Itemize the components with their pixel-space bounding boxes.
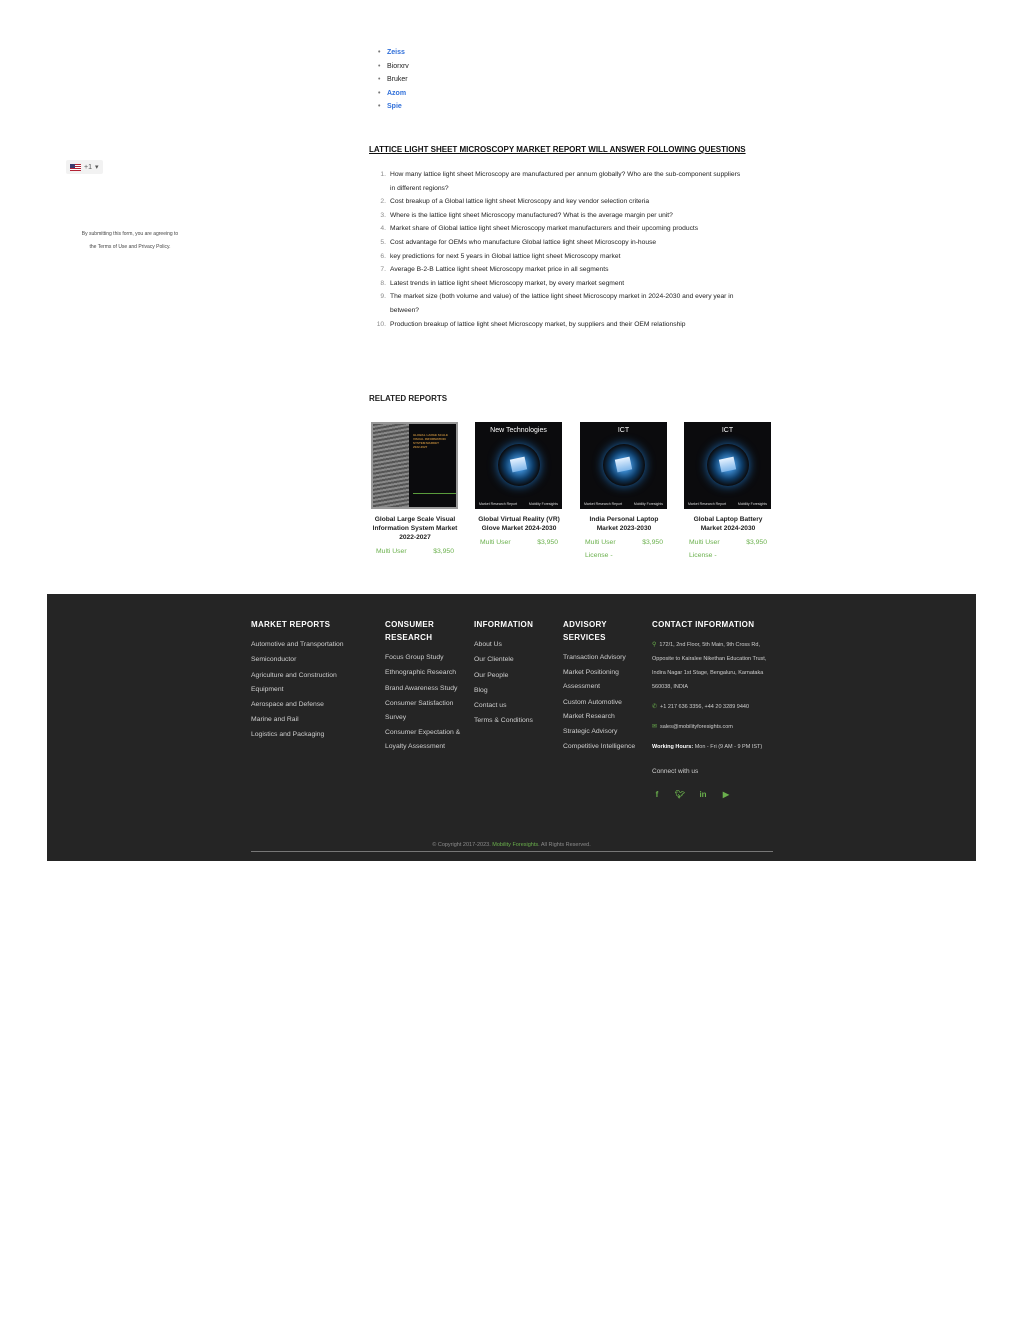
report-thumbnail[interactable] <box>684 422 771 509</box>
question-number: 3. <box>380 211 386 219</box>
phone-icon: ✆ <box>652 704 658 710</box>
footer-link[interactable]: Semiconductor <box>251 656 297 664</box>
footer-heading: INFORMATION <box>474 620 534 629</box>
phone[interactable]: ✆ +1 217 636 3356, +44 20 3289 9440 <box>652 704 750 710</box>
country-code: +1 <box>84 163 92 171</box>
report-title[interactable]: India Personal Laptop Market 2023-2030 <box>589 516 659 532</box>
footer-link[interactable]: Custom Automotive Market Research <box>563 698 622 720</box>
report-price: $3,950 <box>746 539 767 546</box>
thumbnail-footer-left: Market Research Report <box>584 502 623 506</box>
thumbnail-banner: ICT <box>721 427 734 434</box>
cover-text: GLOBAL LARGE SCALE <box>413 433 448 437</box>
footer-link[interactable]: Market Positioning Assessment <box>563 669 619 691</box>
question-item <box>368 182 773 196</box>
thumbnail-footer <box>688 502 767 506</box>
question-item <box>368 168 773 182</box>
company-item: • Biorxrv <box>378 60 409 74</box>
footer-link[interactable]: About Us <box>474 641 502 648</box>
thumbnail-footer-right: Mobility Foresights <box>633 502 663 506</box>
report-price: $3,950 <box>433 548 454 555</box>
question-text: The market size (both volume and value) of the lattice light sheet Microscopy market in 2024-2030 and every year in <box>390 293 734 301</box>
question-item <box>368 195 773 209</box>
question-item <box>368 222 773 236</box>
consent-text: By submitting this form, you are agreeing to the Terms of Use and Privacy Policy. <box>81 231 179 250</box>
question-item <box>368 290 773 304</box>
footer-link[interactable]: Marine and Rail <box>251 716 299 724</box>
report-price: $3,950 <box>537 539 558 546</box>
question-text: Cost breakup of a Global lattice light sheet Microscopy and key vendor selection criteria <box>390 198 650 206</box>
footer-link[interactable]: Competitive Intelligence <box>563 743 636 751</box>
footer-information <box>474 618 552 730</box>
question-number: 1. <box>380 171 386 178</box>
question-number: 5. <box>380 238 386 246</box>
footer-link[interactable]: Consumer Expectation & Loyalty Assessment <box>385 729 461 751</box>
twitter-icon[interactable]: 🐦︎ <box>675 790 686 799</box>
company-item[interactable]: • Spie <box>378 100 409 114</box>
report-meta <box>684 536 772 562</box>
footer-link[interactable]: Strategic Advisory <box>563 727 618 735</box>
footer-link[interactable]: Blog <box>474 686 488 694</box>
location-pin-icon: ⚲ <box>652 642 657 648</box>
report-meta <box>580 536 668 562</box>
question-item <box>368 236 773 250</box>
social-links <box>652 790 772 799</box>
question-item <box>368 318 773 332</box>
license-type: Multi User <box>480 539 511 546</box>
footer-link[interactable]: Terms & Conditions <box>474 717 533 725</box>
question-text: between? <box>390 306 420 314</box>
license-type: Multi User License - <box>585 539 616 559</box>
related-report-card[interactable] <box>475 422 563 549</box>
brand-link[interactable]: Mobility Foresights <box>492 842 539 848</box>
license-type: Multi User License - <box>689 539 720 559</box>
footer-link[interactable]: Contact us <box>474 702 507 710</box>
question-item <box>368 263 773 277</box>
footer-link[interactable]: Automotive and Transportation <box>251 641 344 648</box>
question-number: 4. <box>380 225 386 233</box>
cover-photo <box>373 424 409 509</box>
thumbnail-footer-right: Mobility Foresights <box>737 502 767 506</box>
copyright: © Copyright 2017-2023. Mobility Foresights. All Rights Reserved. <box>432 842 591 848</box>
email-link[interactable]: ✉ sales@mobilityforesights.com <box>652 724 733 730</box>
envelope-icon: ✉ <box>652 724 658 730</box>
footer-contact <box>652 618 772 799</box>
footer-link[interactable]: Transaction Advisory <box>563 654 626 661</box>
footer-market-reports <box>251 618 371 744</box>
working-hours: Working Hours: Mon - Fri (9 AM - 9 PM IST) <box>652 744 763 750</box>
question-text: Latest trends in lattice light sheet Microscopy market, by every market segment <box>390 279 625 287</box>
thumbnail-footer <box>584 502 663 506</box>
footer-heading: ADVISORY SERVICES <box>563 620 607 642</box>
questions-list <box>368 168 773 331</box>
question-number <box>368 304 390 318</box>
report-title[interactable]: Global Laptop Battery Market 2024-2030 <box>693 516 763 532</box>
question-text: Production breakup of lattice light sheet Microscopy market, by suppliers and their OEM relationship <box>390 320 686 328</box>
footer-link[interactable]: Agriculture and Construction Equipment <box>251 671 337 693</box>
question-number <box>368 182 390 196</box>
us-flag-icon <box>70 164 81 171</box>
question-text: Average B-2-B Lattice light sheet Microscopy market price in all segments <box>390 266 609 274</box>
related-report-card[interactable] <box>371 422 459 558</box>
footer-link[interactable]: Consumer Satisfaction Survey <box>385 699 454 721</box>
footer-divider <box>251 851 773 852</box>
linkedin-icon[interactable]: in <box>699 790 707 799</box>
report-meta <box>475 536 563 549</box>
report-thumbnail[interactable] <box>475 422 562 509</box>
connect-label: Connect with us <box>652 768 699 775</box>
thumbnail-footer-left: Market Research Report <box>479 502 518 506</box>
footer-heading: MARKET REPORTS <box>251 620 331 629</box>
footer-link[interactable]: Aerospace and Defense <box>251 700 324 708</box>
footer-heading: CONSUMER RESEARCH <box>385 620 435 642</box>
footer <box>47 594 976 861</box>
question-item <box>368 209 773 223</box>
related-report-card[interactable] <box>684 422 772 562</box>
youtube-icon[interactable]: ▶ <box>722 790 730 799</box>
address: ⚲ 172/1, 2nd Floor, 5th Main, 9th Cross Rd, Opposite to Kairalee Nikethan Education Trust, Indira Nagar 1st Stage, Bengaluru, Karnataka 560038, INDIA <box>652 642 767 690</box>
thumbnail-banner: New Technologies <box>490 427 547 434</box>
question-text: in different regions? <box>390 184 449 192</box>
license-type: Multi User <box>376 548 407 555</box>
footer-link[interactable]: Brand Awareness Study <box>385 684 458 692</box>
related-reports-title: RELATED REPORTS <box>369 394 448 403</box>
footer-link[interactable]: Ethnographic Research <box>385 669 457 677</box>
company-item[interactable]: • Azom <box>378 87 409 101</box>
footer-link[interactable]: Logistics and Packaging <box>251 731 325 739</box>
question-text: How many lattice light sheet Microscopy are manufactured per annum globally? Who are the sub-component suppliers <box>390 171 741 178</box>
footer-link[interactable]: Our Clientele <box>474 656 514 664</box>
footer-link[interactable]: Our People <box>474 671 509 679</box>
question-number: 9. <box>380 293 386 301</box>
report-thumbnail[interactable] <box>371 422 458 509</box>
chevron-down-icon: ▾ <box>94 164 99 171</box>
country-code-selector[interactable] <box>66 160 103 174</box>
question-text: key predictions for next 5 years in Global lattice light sheet Microscopy market <box>390 252 621 260</box>
question-number: 6. <box>380 252 386 260</box>
thumbnail-footer <box>479 502 558 506</box>
footer-advisory <box>563 618 641 755</box>
report-thumbnail[interactable] <box>580 422 667 509</box>
company-item: • Bruker <box>378 73 409 87</box>
questions-title: LATTICE LIGHT SHEET MICROSCOPY MARKET REPORT WILL ANSWER FOLLOWING QUESTIONS <box>369 145 746 154</box>
thumbnail-banner: ICT <box>617 427 630 434</box>
thumbnail-footer-right: Mobility Foresights <box>528 502 558 506</box>
question-text: Cost advantage for OEMs who manufacture Global lattice light sheet Microscopy in-house <box>390 238 657 246</box>
question-number: 8. <box>380 279 386 287</box>
question-text: Where is the lattice light sheet Microscopy manufactured? What is the average margin per unit? <box>390 211 673 219</box>
question-number: 2. <box>380 198 386 206</box>
cover-text: 2022-2027 <box>413 445 428 449</box>
question-item <box>368 277 773 291</box>
question-text: Market share of Global lattice light sheet Microscopy market manufacturers and their upcoming products <box>390 225 699 233</box>
thumbnail-footer-left: Market Research Report <box>688 502 727 506</box>
footer-heading: CONTACT INFORMATION <box>652 620 755 629</box>
company-list <box>378 46 409 114</box>
question-item <box>368 304 773 318</box>
question-item <box>368 250 773 264</box>
report-title[interactable]: Global Large Scale Visual Information System Market 2022-2027 <box>372 516 458 541</box>
cover-text: VISUAL INFORMATION <box>413 437 446 441</box>
related-report-card[interactable] <box>580 422 668 562</box>
report-meta <box>371 545 459 558</box>
cover-text: SYSTEM MARKET <box>413 441 440 445</box>
footer-link[interactable]: Focus Group Study <box>385 654 444 661</box>
report-price: $3,950 <box>642 539 663 546</box>
cover-rule <box>413 493 456 494</box>
report-title[interactable]: Global Virtual Reality (VR) Glove Market 2024-2030 <box>478 516 560 532</box>
facebook-icon[interactable]: f <box>655 790 659 799</box>
company-item[interactable]: • Zeiss <box>378 46 409 60</box>
question-number: 7. <box>380 266 386 274</box>
footer-consumer-research <box>385 618 465 755</box>
question-number: 10. <box>376 320 386 328</box>
